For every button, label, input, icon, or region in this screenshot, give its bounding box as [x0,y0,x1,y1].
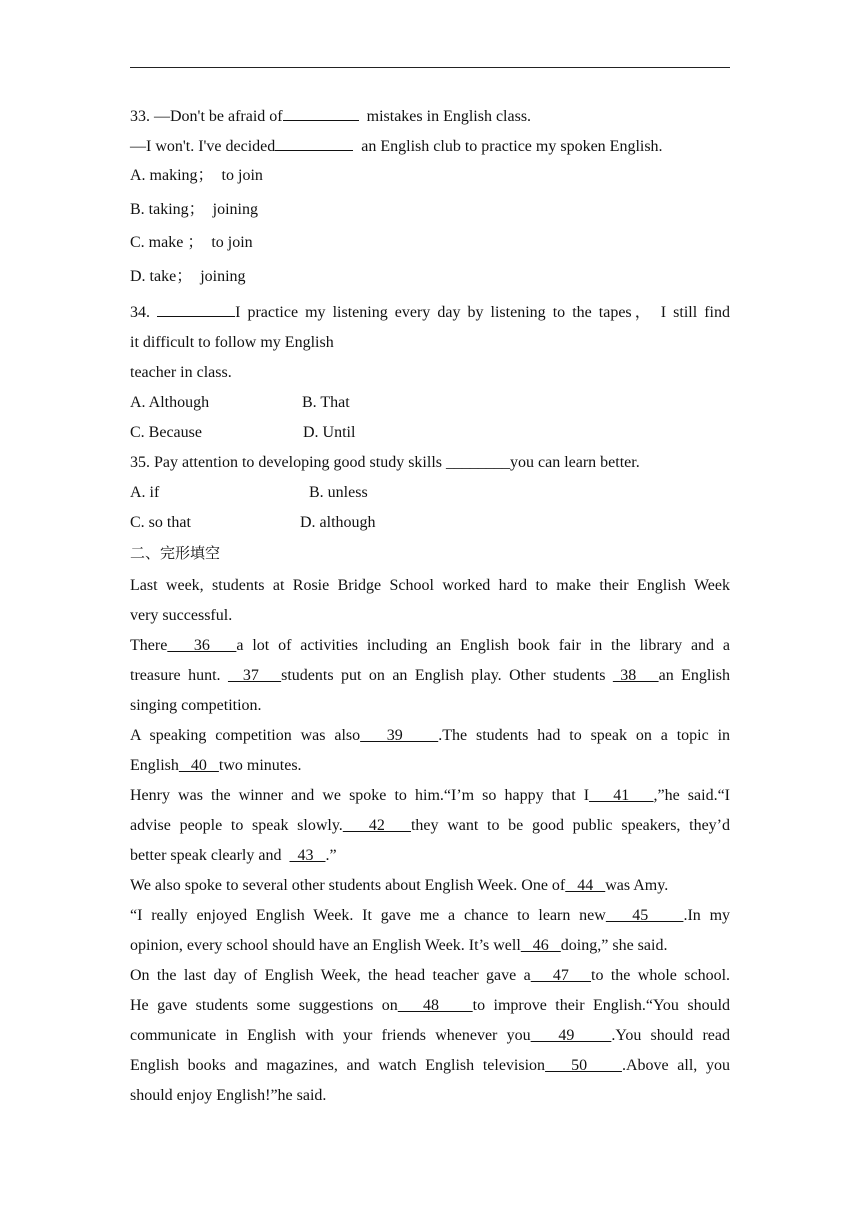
cloze-text: We also spoke to several other students about English Week. One of [130,877,566,894]
cloze-line: very successful. [130,607,233,624]
cloze-text: communicate in English with your friends whenever you [130,1027,531,1044]
cloze-text: ,”he said.“I [653,787,730,804]
q33-option-a: A. making； to join [130,167,263,184]
cloze-text: He gave students some suggestions on [130,997,398,1014]
blank-47: 47 [530,967,592,984]
cloze-line [130,1056,730,1076]
cloze-line [130,876,668,896]
cloze-text: an English [658,667,731,684]
blank-46: 46 [520,937,561,954]
cloze-line: singing competition. [130,697,262,714]
q34-question [130,301,730,323]
cloze-text: .The students had to speak on a topic in [438,727,731,744]
cloze-line [130,816,730,836]
blank-45: 45 [605,907,684,924]
q35-option-b: B. unless [309,484,368,501]
blank-43: 43 [289,847,326,864]
cloze-text: a lot of activities including an English book fair in the library and a [236,637,730,654]
cloze-text: There [130,637,168,654]
blank-49: 49 [530,1027,612,1044]
q33-text: 33. —Don't be afraid of [130,108,283,125]
cloze-line [130,636,730,656]
cloze-text: advise people to speak slowly. [130,817,343,834]
q33-option-c: C. make ； to join [130,234,253,251]
q34-line3: teacher in class. [130,364,232,381]
q35-question: 35. Pay attention to developing good study skills ________you can learn better. [130,454,640,471]
q33-reply [130,135,663,157]
q33-text-end: mistakes in English class. [358,108,532,125]
cloze-text: .You should read [611,1027,731,1044]
cloze-line [130,906,730,926]
blank-50: 50 [545,1057,622,1074]
q33-reply-text: —I won't. I've decided [130,138,276,155]
cloze-text: Henry was the winner and we spoke to him.“I’m so happy that I [130,787,590,804]
q34-option-d: D. Until [303,424,356,441]
q35-option-d: D. although [300,514,376,531]
q34-option-b: B. That [302,394,350,411]
cloze-text: to improve their English.“You should [472,997,731,1014]
cloze-text: English books and magazines, and watch English television [130,1057,546,1074]
section-title: 二、完形填空 [130,544,221,562]
cloze-text: .Above all, you [621,1057,730,1074]
cloze-line [130,996,730,1016]
blank-40: 40 [178,757,219,774]
cloze-text: they want to be good public speakers, they’d [410,817,730,834]
cloze-line [130,846,337,866]
q33-option-d: D. take； joining [130,268,246,285]
q35-option-c: C. so that [130,514,191,531]
cloze-line [130,786,730,806]
cloze-text: English [130,757,179,774]
q34-option-a: A. Although [130,394,210,411]
cloze-text: On the last day of English Week, the head teacher gave a [130,967,531,984]
q34-option-c: C. Because [130,424,202,441]
blank-38: 38 [612,667,659,684]
header-rule [130,67,730,68]
blank-36: 36 [167,637,237,654]
blank-44: 44 [565,877,606,894]
cloze-line [130,966,730,986]
cloze-line: Last week, students at Rosie Bridge School worked hard to make their English Week [130,577,730,594]
blank-48: 48 [397,997,473,1014]
answer-blank [275,135,353,151]
cloze-text: better speak clearly and [130,847,290,864]
cloze-line [130,726,730,746]
cloze-text: A speaking competition was also [130,727,361,744]
cloze-text: “I really enjoyed English Week. It gave me a chance to learn new [130,907,606,924]
q33-option-b: B. taking； joining [130,201,259,218]
cloze-line [130,1026,730,1046]
cloze-text: two minutes. [218,757,302,774]
cloze-line [130,756,302,776]
cloze-text: .In my [683,907,731,924]
cloze-text: was Amy. [605,877,669,894]
cloze-line [130,936,667,956]
q33-reply-end: an English club to practice my spoken English. [353,138,663,155]
cloze-line: should enjoy English!”he said. [130,1087,327,1104]
cloze-text: to the whole school. [591,967,731,984]
blank-41: 41 [589,787,654,804]
answer-blank [157,301,235,317]
q34-number: 34. [130,304,158,321]
cloze-text: students put on an English play. Other students [281,667,613,684]
blank-39: 39 [360,727,439,744]
cloze-line [130,666,730,686]
q35-option-a: A. if [130,484,160,501]
q34-text: I practice my listening every day by listening to the tapes， I still find [235,304,731,321]
q33-question [130,105,531,127]
q34-line2: it difficult to follow my English [130,334,334,351]
answer-blank [283,105,359,121]
cloze-text: treasure hunt. [130,667,228,684]
cloze-text: opinion, every school should have an English Week. It’s well [130,937,521,954]
blank-37: 37 [227,667,282,684]
cloze-text: doing,” she said. [560,937,668,954]
blank-42: 42 [342,817,411,834]
cloze-text: .” [325,847,337,864]
